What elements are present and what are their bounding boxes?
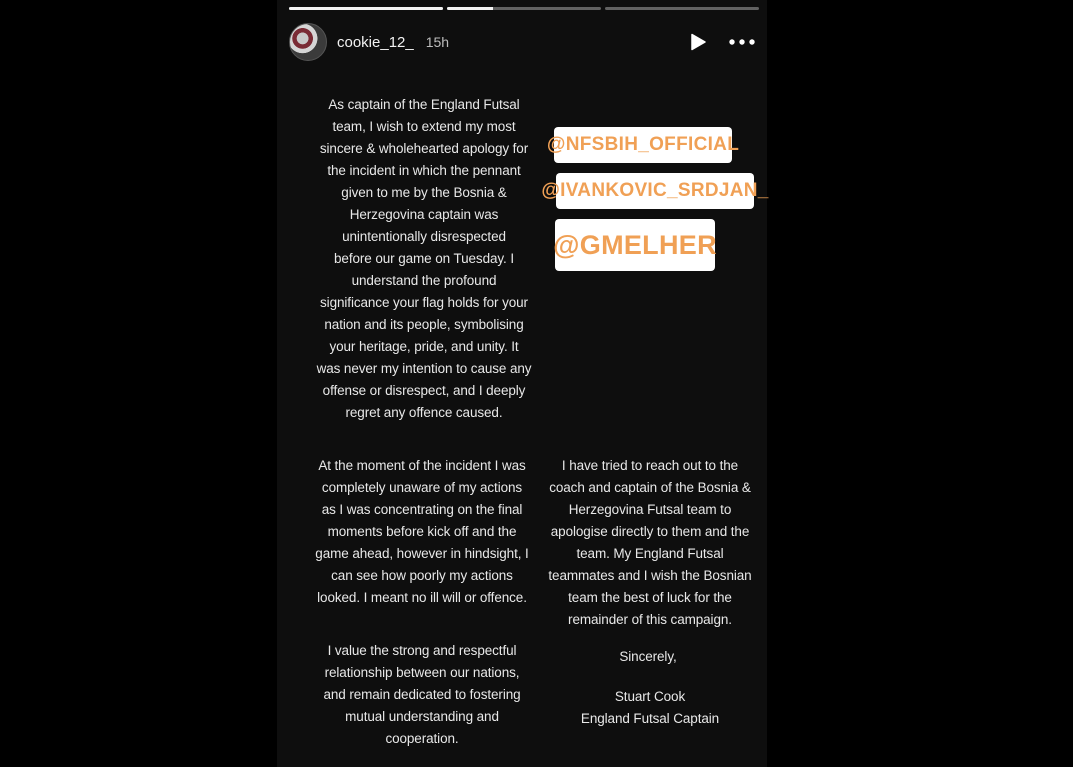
username[interactable]: cookie_12_ [337, 33, 414, 51]
progress-fill-2 [447, 7, 493, 10]
mention-sticker-ivankovic[interactable]: @IVANKOVIC_SRDJAN_ [556, 173, 754, 209]
letter-signature: Stuart Cook England Futsal Captain [580, 689, 720, 726]
mention-sticker-gmelher[interactable]: @GMELHER [555, 219, 715, 271]
progress-fill-1 [289, 7, 443, 10]
progress-segment-3 [605, 7, 759, 10]
play-button[interactable] [689, 33, 707, 51]
mention-sticker-nfsbih[interactable]: @NFSBIH_OFFICIAL [554, 127, 732, 163]
progress-segment-1 [289, 7, 443, 10]
apology-paragraph-2: At the moment of the incident I was completely unaware of my actions as I was concentrating on the final moments before kick off and the game ahead, however in hindsight, I can see how poorly my actions looked. I meant no ill will or offence. [315, 458, 529, 605]
header-actions [689, 33, 755, 51]
more-options-button[interactable] [729, 33, 755, 51]
story-header [289, 22, 755, 62]
apology-paragraph-1: As captain of the England Futsal team, I wish to extend my most sincere & wholehearted apology for the incident in which the pennant given to me by the Bosnia & Herzegovina captain was unintentionally disrespected before our game on Tuesday. I understand the profound significance your flag holds for your nation and its people, symbolising your heritage, pride, and unity. It was never my intention to cause any offense or disrespect, and I deeply regret any offence caused. [316, 97, 532, 420]
story-viewer[interactable] [277, 0, 767, 767]
progress-segment-2 [447, 7, 601, 10]
apology-paragraph-3: I value the strong and respectful relationship between our nations, and remain dedicated to fostering mutual understanding and cooperation. [323, 643, 521, 746]
play-icon [690, 33, 706, 51]
more-options-icon [729, 39, 755, 45]
apology-paragraph-4: I have tried to reach out to the coach and captain of the Bosnia & Herzegovina Futsal team to apologise directly to them and the team. My England Futsal teammates and I wish the Bosnian team the best of luck for the remainder of this campaign. [548, 458, 752, 627]
avatar[interactable] [289, 23, 327, 61]
timestamp: 15h [425, 34, 450, 50]
letter-signoff: Sincerely, [619, 649, 677, 664]
story-progress-bar [289, 7, 759, 10]
